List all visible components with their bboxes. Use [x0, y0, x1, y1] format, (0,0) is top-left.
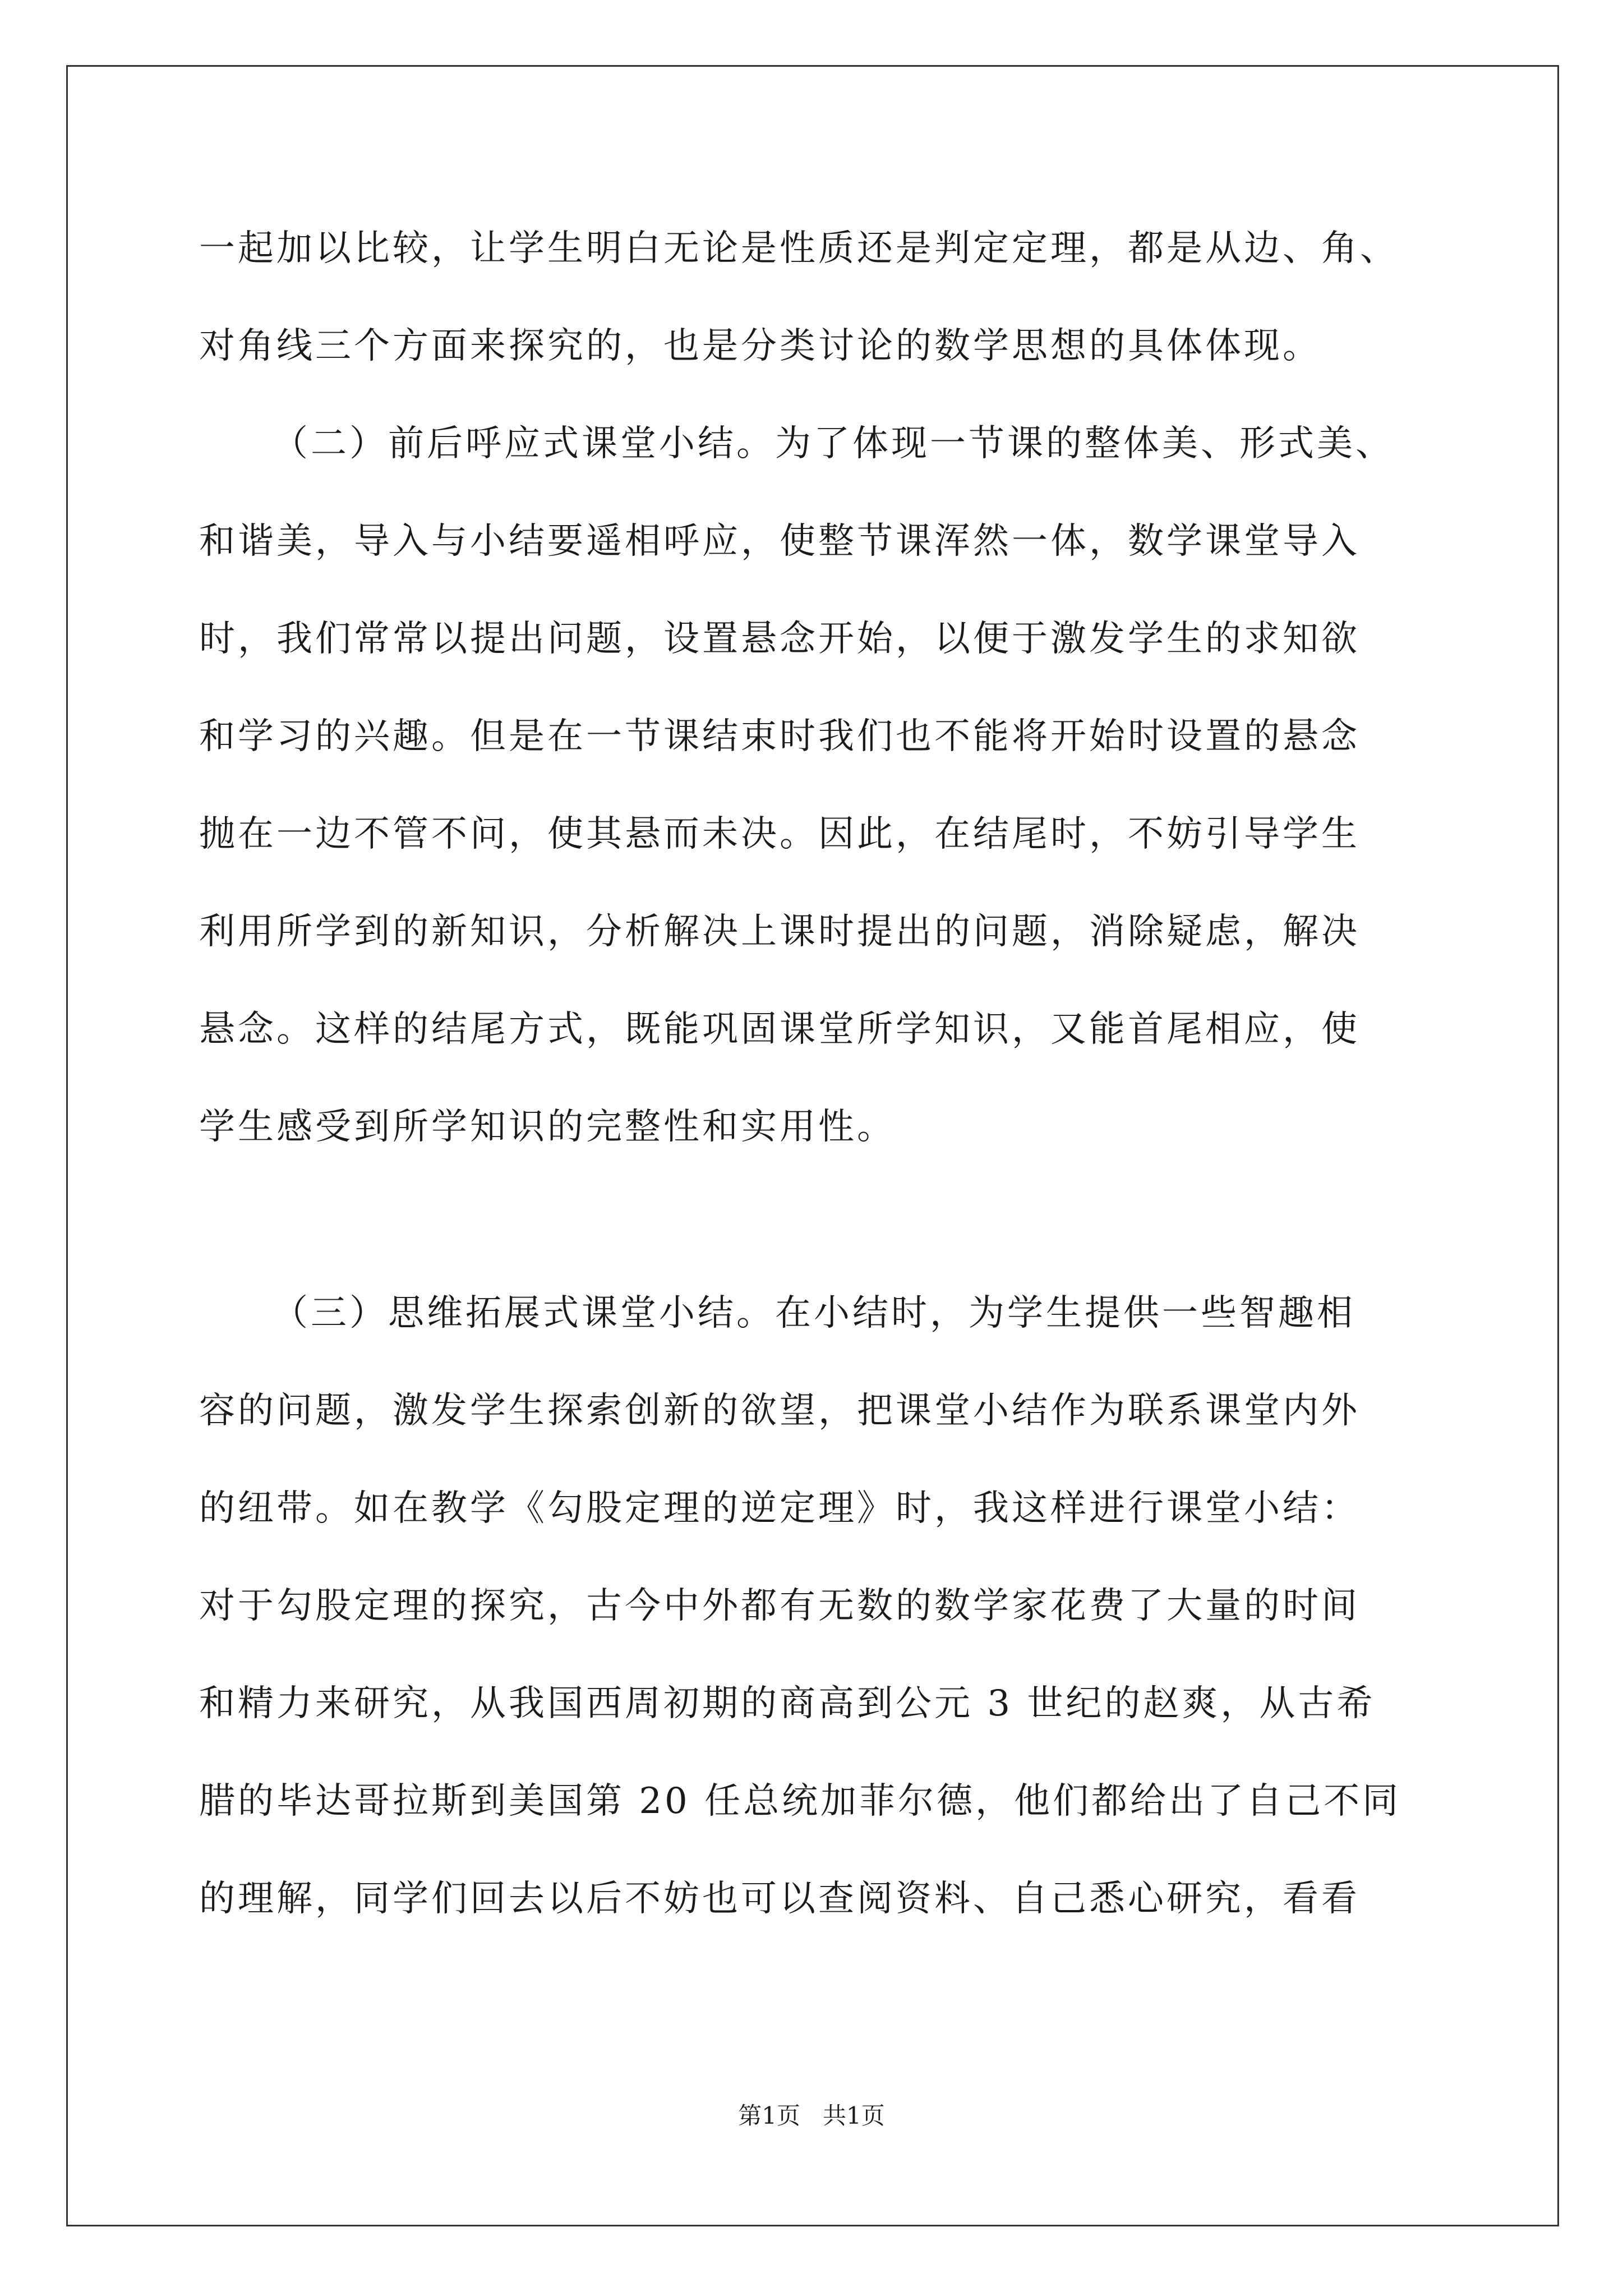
text-line: 和学习的兴趣。但是在一节课结束时我们也不能将开始时设置的悬念 — [199, 716, 1360, 757]
text-line: 一起加以比较，让学生明白无论是性质还是判定定理，都是从边、角、 — [199, 228, 1399, 269]
text-line: 腊的毕达哥拉斯到美国第 20 任总统加菲尔德，他们都给出了自己不同 — [199, 1780, 1401, 1822]
text-line: 抛在一边不管不问，使其悬而未决。因此，在结尾时，不妨引导学生 — [199, 813, 1360, 855]
text-line: 和谐美，导入与小结要遥相呼应，使整节课浑然一体，数学课堂导入 — [199, 521, 1360, 562]
paragraph-start-line: （二）前后呼应式课堂小结。为了体现一节课的整体美、形式美、 — [272, 423, 1394, 464]
text-line: 和精力来研究，从我国西周初期的商高到公元 3 世纪的赵爽，从古希 — [199, 1683, 1376, 1724]
text-line: 的理解，同学们回去以后不妨也可以查阅资料、自己悉心研究，看看 — [199, 1878, 1360, 1920]
page-number-footer: 第1页 共1页 — [738, 2102, 885, 2129]
text-line: 时，我们常常以提出问题，设置悬念开始，以便于激发学生的求知欲 — [199, 618, 1360, 660]
text-line: 容的问题，激发学生探索创新的欲望，把课堂小结作为联系课堂内外 — [199, 1390, 1360, 1432]
text-line: 对于勾股定理的探究，古今中外都有无数的数学家花费了大量的时间 — [199, 1585, 1360, 1627]
paragraph-start-line: （三）思维拓展式课堂小结。在小结时，为学生提供一些智趣相 — [272, 1292, 1355, 1334]
text-line: 对角线三个方面来探究的，也是分类讨论的数学思想的具体体现。 — [199, 325, 1321, 367]
text-line: 悬念。这样的结尾方式，既能巩固课堂所学知识，又能首尾相应，使 — [199, 1009, 1360, 1050]
text-line: 的纽带。如在教学《勾股定理的逆定理》时，我这样进行课堂小结： — [199, 1488, 1360, 1529]
text-line: 学生感受到所学知识的完整性和实用性。 — [199, 1106, 896, 1148]
text-line: 利用所学到的新知识，分析解决上课时提出的问题，消除疑虑，解决 — [199, 911, 1360, 953]
